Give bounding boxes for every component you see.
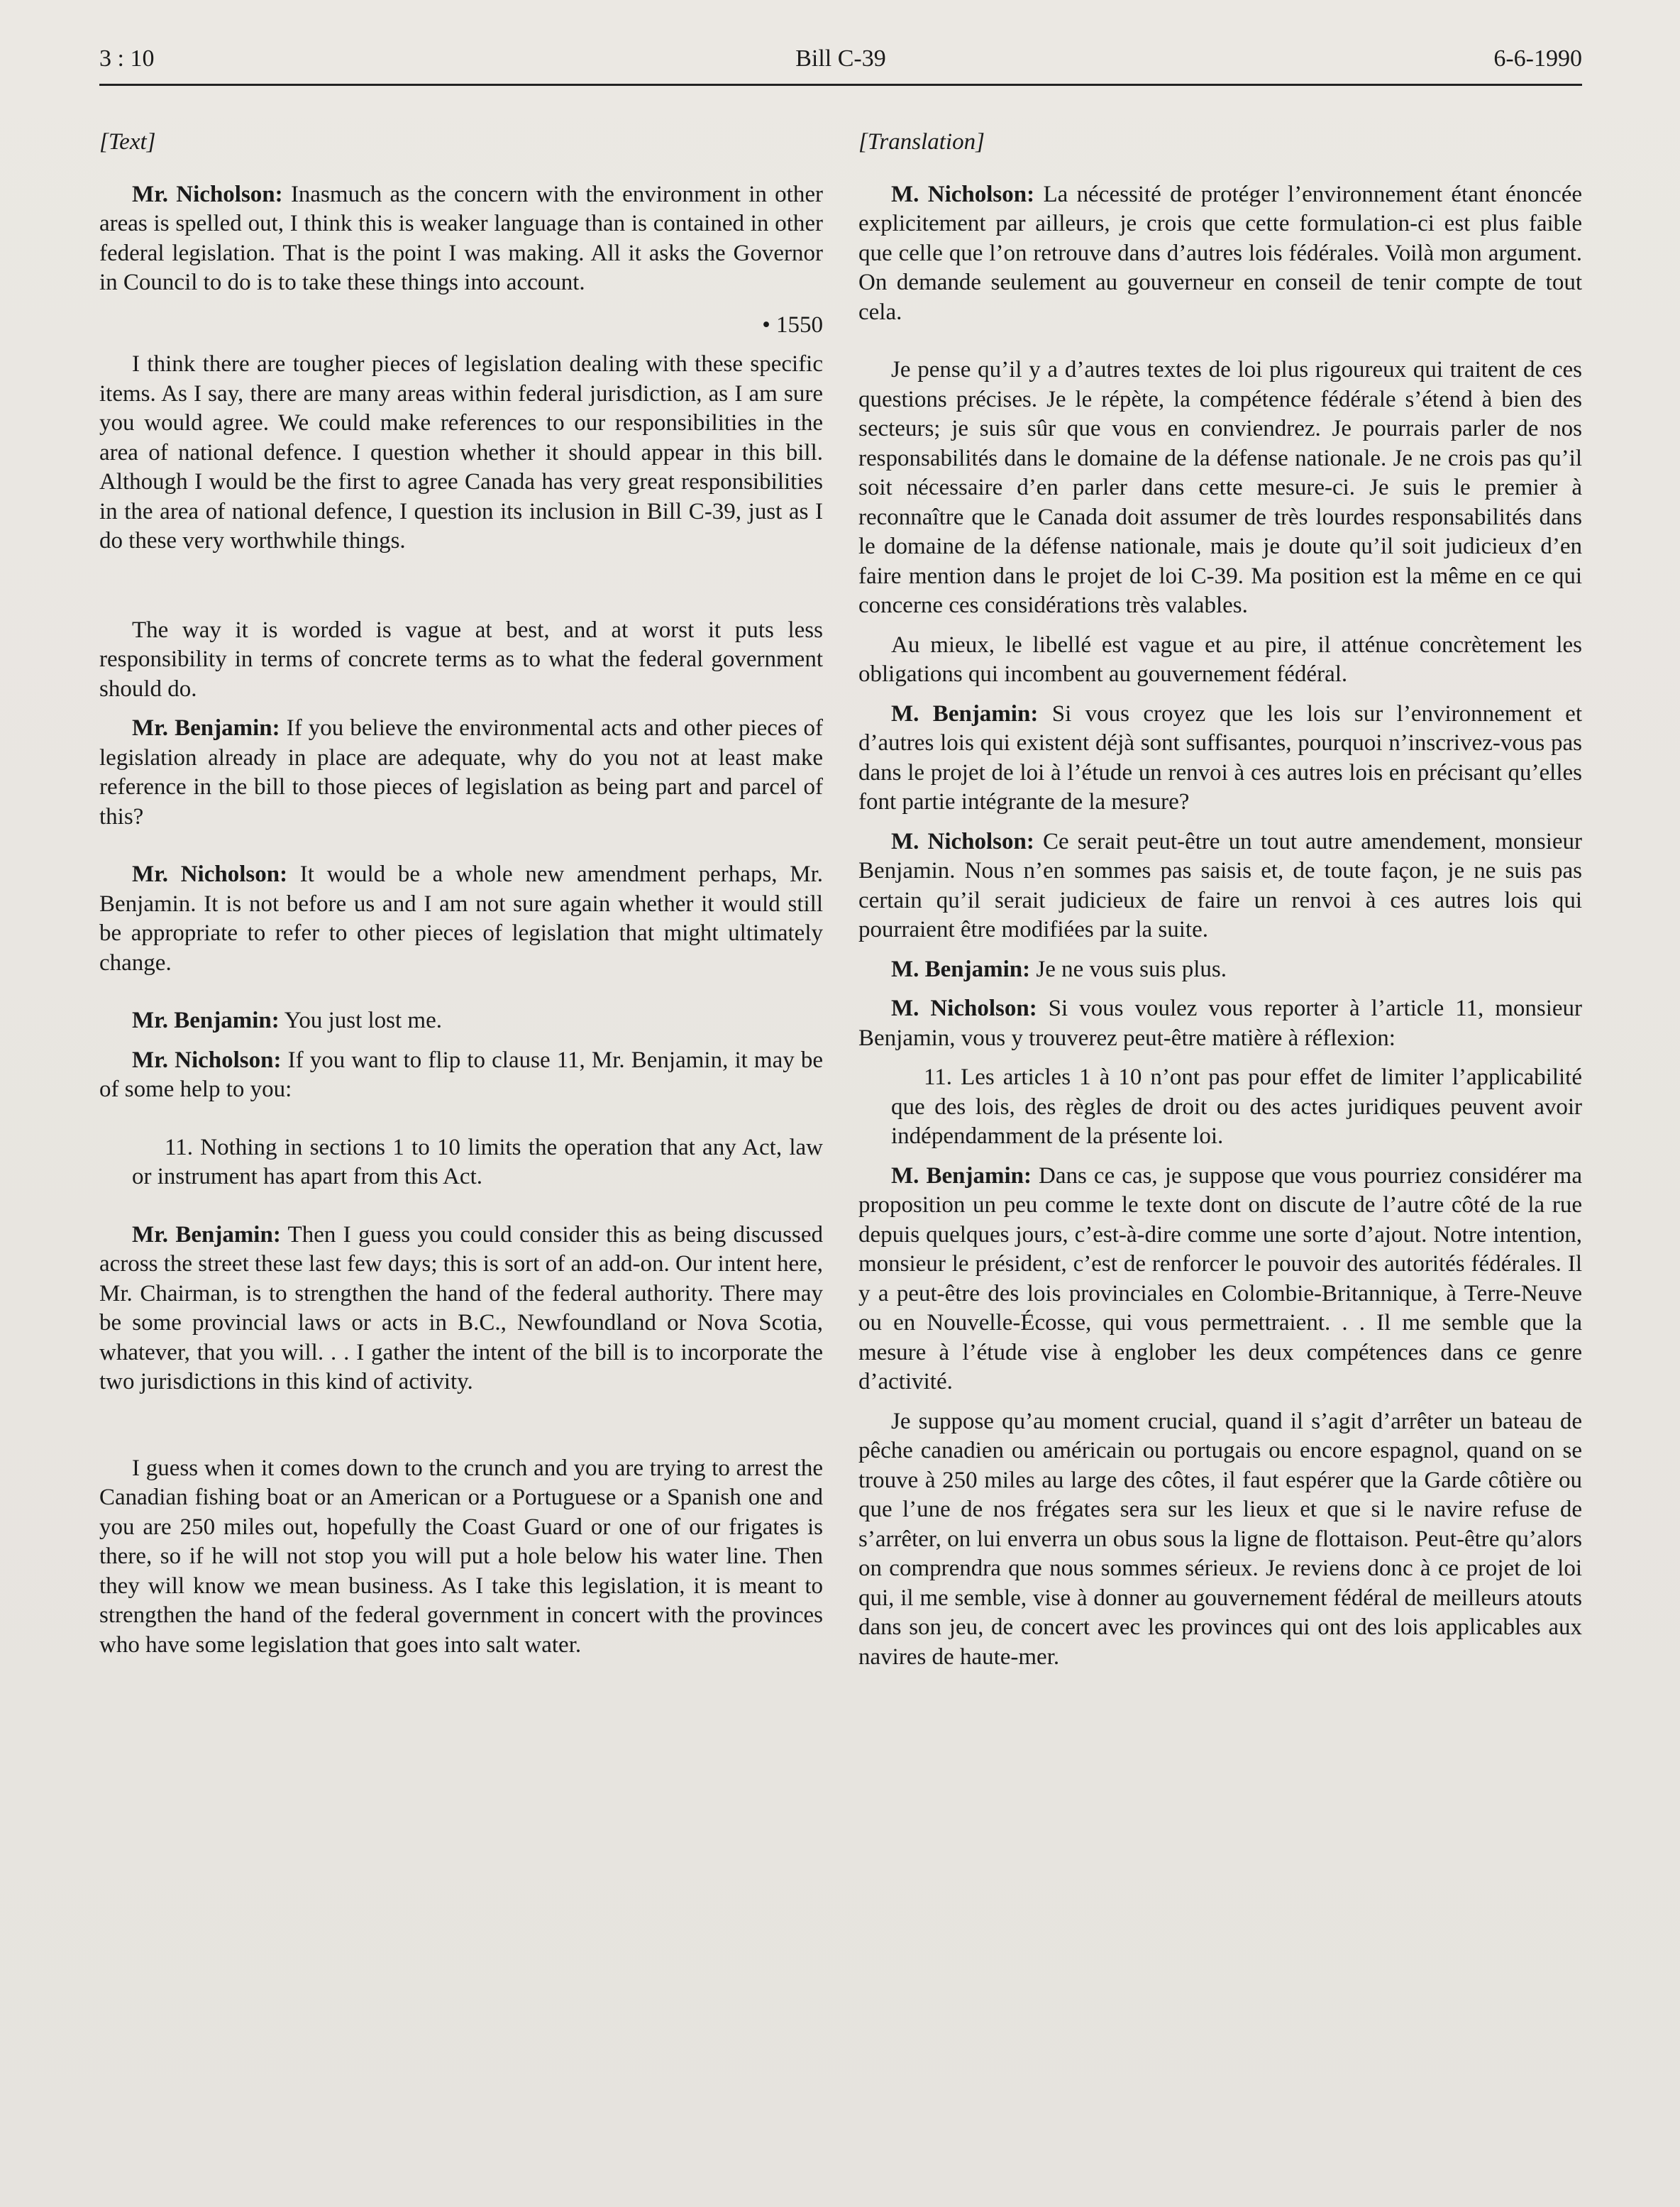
paragraph: I think there are tougher pieces of legislation dealing with these specific items. As I say, there are many areas within federal jurisdiction, as I am sure you would agree. We could make references to our responsibilities in the area of national defence. I question whether it should appear in this bill. Although I would be the first to agree Canada has very great responsibilities in the area of national defence, I question its inclusion in Bill C-39, just as I do these very worthwhile things.: [99, 351, 823, 554]
quoted-clause: [99, 1133, 823, 1192]
paragraph: Je pense qu’il y a d’autres textes de loi plus rigoureux qui traitent de ces questions précises. Je le répète, la compétence fédérale s’étend à bien des secteurs; je suis sûr que vous en conviendrez. Je pourrais parler de nos responsabilités dans le domaine de la défense nationale. Je ne crois pas qu’il soit nécessaire d’en parler dans cette mesure-ci. Je suis le premier à reconnaître que le Canada doit assumer de très lourdes responsabilités dans le domaine de la défense nationale, mais je doute qu’il soit judicieux d’en faire mention dans le projet de loi C-39. Ma position est la même en ce qui concerne ces considérations très valables.: [858, 357, 1582, 618]
paragraph: [858, 955, 1582, 985]
translation-label: [Translation]: [858, 129, 985, 155]
quoted-clause: [858, 1063, 1582, 1152]
paragraph: The way it is worded is vague at best, and at worst it puts less responsibility in terms of concrete terms as to what the federal government should do.: [99, 617, 823, 702]
speaker-name: M. Benjamin:: [891, 956, 1031, 982]
clause-text: 11. Les articles 1 à 10 n’ont pas pour effet de limiter l’applicabilité que des lois, des règles de droit ou des actes juridiques peuvent avoir indépendamment de la présente loi.: [891, 1064, 1582, 1149]
speaker-name: M. Nicholson:: [891, 828, 1034, 854]
page-header: [99, 41, 1582, 86]
paragraph: [858, 700, 1582, 818]
speech-text: Ce serait peut-être un tout autre amendement, monsieur Benjamin. Nous n’en sommes pas saisis et, de toute façon, je ne suis pas certain qu’il serait judicieux de faire un renvoi à ces autres lois qui pourraient être modifiées par la suite.: [858, 828, 1583, 942]
paragraph: I guess when it comes down to the crunch and you are trying to arrest the Canadian fishing boat or an American or a Portuguese or a Spanish one and you are 250 miles out, hopefully the Coast Guard or one of our frigates is there, so if he will not stop you will put a hole below his water line. Then they will know we mean business. As I take this legislation, it is meant to strengthen the hand of the federal government in concert with the provinces who have some legislation that goes into salt water.: [99, 1455, 823, 1658]
speech-text: If you believe the environmental acts and other pieces of legislation already in place are adequate, why do you not at least make reference in the bill to those pieces of legislation as being part and parcel of this?: [99, 715, 824, 830]
paragraph: Je suppose qu’au moment crucial, quand il s’agit d’arrêter un bateau de pêche canadien ou américain ou portugais ou encore espagnol, quand on se trouve à 250 miles au large des côtes, il faut espérer que la Garde côtière ou que l’une de nos frégates sera sur les lieux et que si le navire refuse de s’arrêter, on lui enverra un obus sous la ligne de flottaison. Peut-être qu’alors on comprendra que nous sommes sérieux. Je reviens donc à ce projet de loi qui, il me semble, vise à donner au gouvernement fédéral de meilleurs atouts dans son jeu, de concert avec les provinces qui ont des lois applicables aux navires de haute-mer.: [858, 1408, 1582, 1670]
speech-text: If you want to flip to clause 11, Mr. Benjamin, it may be of some help to you:: [99, 1047, 823, 1102]
paragraph: [858, 827, 1582, 945]
speaker-name: M. Nicholson:: [891, 996, 1037, 1021]
speaker-name: M. Nicholson:: [891, 181, 1035, 207]
english-column: [99, 128, 823, 1660]
speech-text: Dans ce cas, je suppose que vous pourriez considérer ma proposition un peu comme le texte dont on discute de l’autre côté de la rue depuis quelques jours, c’est-à-dire comme une sorte d’ajout. Notre intention, monsieur le président, c’est de renforcer le pouvoir des autorités fédérales. Il y a peut-être des lois provinciales en Colombie-Britannique, à Terre-Neuve ou en Nouvelle-Écosse, qui vous permettraient. . . Il me semble que la mesure à l’étude vise à englober les deux compétences dans ce genre d’activité.: [858, 1162, 1582, 1394]
paragraph: [858, 1162, 1582, 1397]
speaker-name: M. Benjamin:: [891, 700, 1039, 727]
speech-text: You just lost me.: [279, 1008, 442, 1033]
paragraph: [858, 994, 1582, 1053]
bill-title: Bill C-39: [795, 45, 886, 72]
speaker-name: Mr. Nicholson:: [132, 1047, 282, 1073]
speech-text: Je ne vous suis plus.: [1030, 956, 1227, 982]
paragraph: [858, 180, 1582, 328]
page-number: 3 : 10: [99, 45, 155, 72]
paragraph: [99, 1046, 823, 1105]
speech-text: Inasmuch as the concern with the environment in other areas is spelled out, I think this is weaker language than is contained in other federal legislation. That is the point I was making. All it asks the Governor in Council to do is to take these things into account.: [99, 181, 823, 295]
speaker-name: Mr. Benjamin:: [132, 1221, 281, 1248]
speaker-name: Mr. Nicholson:: [132, 181, 283, 207]
text-label: [Text]: [99, 129, 156, 155]
speaker-name: Mr. Benjamin:: [132, 715, 280, 741]
session-date: 6-6-1990: [1493, 45, 1582, 72]
time-marker: • 1550: [762, 312, 823, 338]
speech-text: Si vous croyez que les lois sur l’environnement et d’autres lois qui existent déjà sont suffisantes, pourquoi n’inscrivez-vous pas dans le projet de loi à l’étude un renvoi à ces autres lois en précisant qu’elles font partie intégrante de la mesure?: [858, 700, 1582, 815]
speaker-name: M. Benjamin:: [891, 1162, 1032, 1189]
clause-text: 11. Nothing in sections 1 to 10 limits the operation that any Act, law or instrument has apart from this Act.: [132, 1134, 823, 1189]
speech-text: La nécessité de protéger l’environnement étant énoncée explicitement par ailleurs, je crois que cette formulation-ci est plus faible que celle que l’on retrouve dans d’autres lois fédérales. Voilà mon argument. On demande seulement au gouverneur en conseil de tenir compte de tout cela.: [858, 181, 1582, 325]
paragraph: [99, 714, 823, 832]
paragraph: Au mieux, le libellé est vague et au pire, il atténue concrètement les obligations qui incombent au gouvernement fédéral.: [858, 632, 1582, 687]
french-column: [858, 128, 1582, 1672]
speech-text: Si vous voulez vous reporter à l’article 11, monsieur Benjamin, vous y trouverez peut-être matière à réflexion:: [858, 996, 1583, 1051]
speech-text: It would be a whole new amendment perhaps, Mr. Benjamin. It is not before us and I am not sure again whether it would still be appropriate to refer to other pieces of legislation that might ultimately change.: [99, 862, 823, 976]
speech-text: Then I guess you could consider this as being discussed across the street these last few days; this is sort of an add-on. Our intent here, Mr. Chairman, is to strengthen the hand of the federal authority. There may be some provincial laws or acts in B.C., Newfoundland or Nova Scotia, whatever, that you will. . . I gather the intent of the bill is to incorporate the two jurisdictions in this kind of activity.: [99, 1221, 823, 1394]
paragraph: [99, 860, 823, 978]
paragraph: [99, 1221, 823, 1397]
paragraph: [99, 180, 823, 298]
speaker-name: Mr. Nicholson:: [132, 862, 288, 887]
speaker-name: Mr. Benjamin:: [132, 1008, 280, 1033]
paragraph: [99, 1006, 823, 1036]
